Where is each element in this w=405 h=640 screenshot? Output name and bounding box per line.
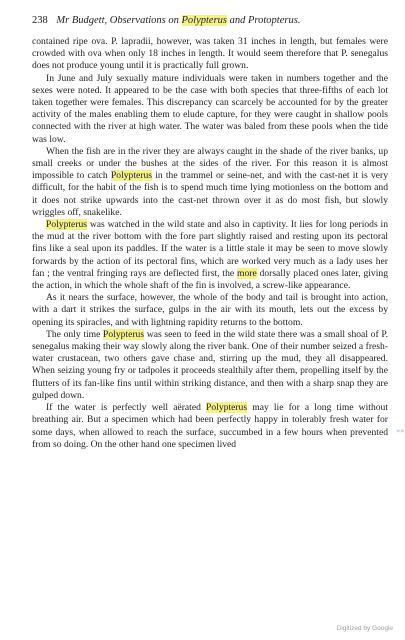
paragraph — [32, 292, 388, 329]
paragraph — [32, 73, 388, 146]
text-run: dorsally placed ones later, giving the action, in which the whole shaft of the fin is involved, a screw-like appearance. — [32, 267, 388, 292]
digitized-watermark: Digitized by Google — [336, 625, 393, 632]
paragraph — [32, 219, 388, 292]
body-text — [32, 36, 388, 451]
text-run: In June and July sexually mature individuals were taken in numbers together and the sexes were noted. It appeared to be the case with both species that three-fifths of each lot taken together were females. This discrepancy can scarcely be accounted for by the greater activity of the males enabling them to elude capture, for they were caught in shallow pools connected with the river at high water. The water was baled from these pools when the tide was low. — [32, 72, 388, 145]
page-number: 238 — [32, 15, 48, 26]
text-run: As it nears the surface, however, the whole of the body and tail is brought into action, with a dart it strikes the surface, gulps in the air with its mouth, lets out the excess by opening its spiracles, and with lightning rapidity returns to the bottom. — [32, 292, 388, 328]
running-title: Mr Budgett, Observations on Polypterus and Protopterus. — [56, 15, 301, 26]
text-run: contained ripe ova. P. lapradii, however, was taken 31 inches in length, but females were crowded with ova when only 18 inches in length. It would seem therefore that P. senegalus does not produce young until it is practically full grown. — [32, 36, 388, 72]
paragraph — [32, 146, 388, 219]
search-highlight: Polypterus — [103, 328, 145, 340]
text-run: When the fish are in the river they are always caught in the shade of the river banks, up small creeks or under the bushes at the sides of the river. For this reason it is almost impossible to catch — [32, 145, 388, 182]
margin-mark-icon: »» — [396, 427, 405, 435]
search-highlight: Polypterus — [181, 15, 227, 26]
search-highlight: Polypterus — [110, 170, 152, 182]
paragraph — [32, 36, 388, 73]
text-run: was seen to feed in the wild state there was a small shoal of P. senegalus making their way slowly along the river bank. One of their number seized a fresh-water crustacean, two others gave chase and, stirring up the mud, they all disappeared. When seizing young fry or tadpoles it proceeds stealthily after them, propelling itself by the flutters of its fan-like fins until within striking distance, and then with a sharp snap they are gulped down. — [32, 328, 388, 401]
running-header — [32, 14, 388, 28]
text-run: The only time — [46, 328, 104, 340]
search-highlight: Polypterus — [46, 219, 88, 231]
text-run: may lie for a long time without breathing air. But a specimen which had been perfectly happy in tolerably fresh water for some days, when allowed to reach the surface, succumbed in a few hours when prevented from so doing. On the other hand one specimen lived — [32, 402, 388, 450]
paragraph — [32, 402, 388, 451]
search-highlight: Polypterus — [206, 402, 248, 414]
text-run: If the water is perfectly well aërated — [46, 402, 207, 414]
text-run: in the trammel or seine-net, and with the cast-net it is very difficult, for the habit of the fish is to spend much time lying motionless on the bottom and it does not strike upwards into the cast-net thrown over it as do most fish, but slowly wriggles off, snakelike. — [32, 170, 388, 218]
paragraph — [32, 329, 388, 402]
text-run: was watched in the wild state and also in captivity. It lies for long periods in the mud at the river bottom with the fore part slightly raised and resting upon its pectoral fins like a seal upon its paddles. If the water is a little stale it may be seen to move slowly forwards by the action of its pectoral fins, which are worked very much as a lady uses her fan ; the ventral fringing rays are deflected first, the — [32, 219, 388, 279]
book-page — [32, 14, 388, 451]
search-highlight: more — [236, 267, 257, 279]
